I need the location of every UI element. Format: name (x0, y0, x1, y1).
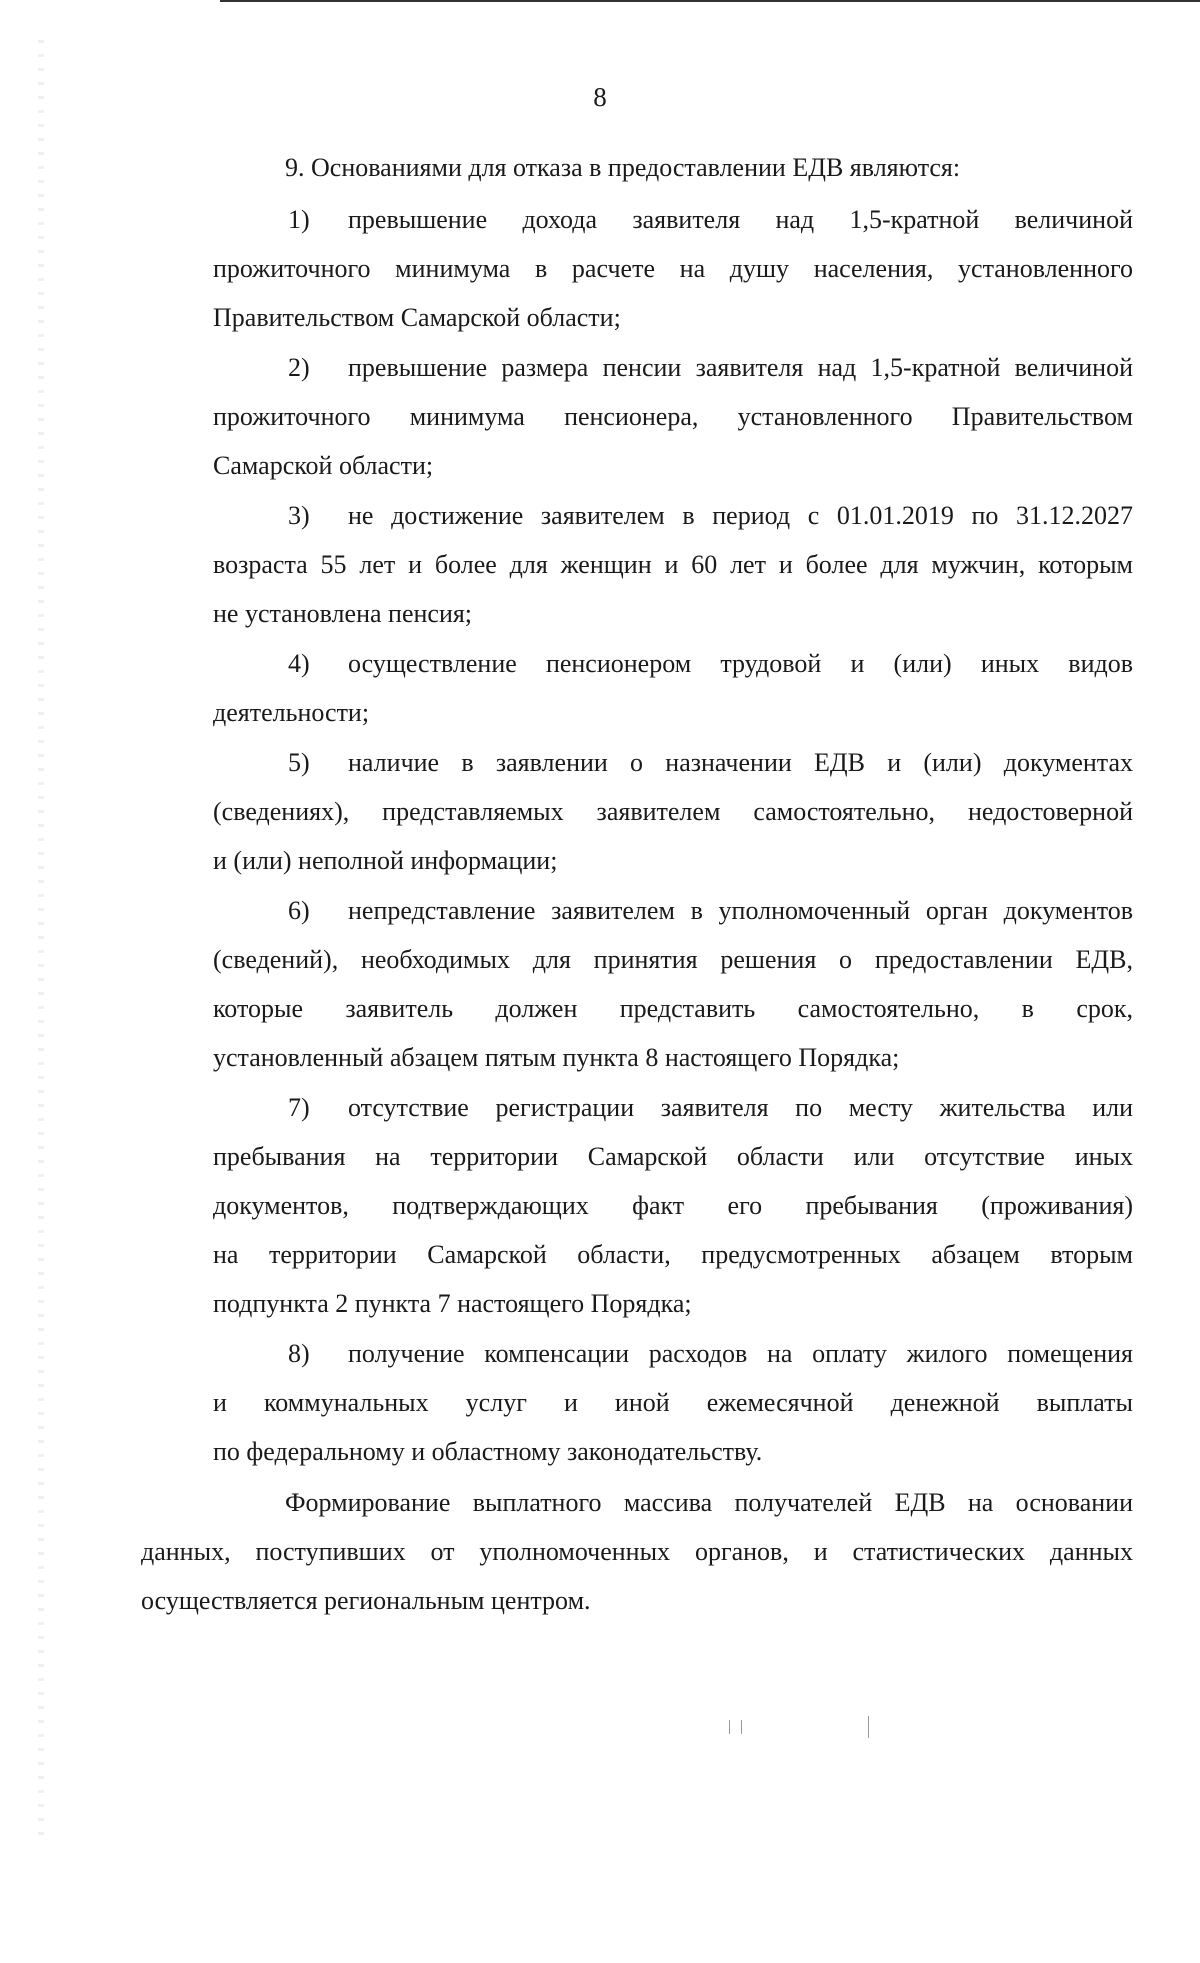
scan-margin-marks (38, 40, 44, 1840)
list-item-line: деятельности; (213, 698, 370, 727)
list-item-first-line (213, 639, 1133, 688)
list-item-text: отсутствие регистрации заявителя по месту жительства или (348, 1093, 1133, 1122)
list-item-first-line (213, 491, 1133, 540)
list-item-number: 6) (288, 896, 310, 925)
list-item-line: и (или) неполной информации; (213, 846, 558, 875)
list-item-number: 8) (288, 1339, 310, 1368)
final-line: Формирование выплатного массива получателей ЕДВ на основании (285, 1488, 1133, 1517)
list-item-number: 1) (288, 205, 310, 234)
list-item-first-line (213, 738, 1133, 787)
list-item (213, 738, 1133, 885)
final-line: данных, поступивших от уполномоченных органов, и статистических данных (141, 1537, 1133, 1566)
list-item-first-line (213, 343, 1133, 392)
page-number: 8 (593, 82, 607, 112)
list-item-first-line (213, 1329, 1133, 1378)
list-item-first-line (213, 886, 1133, 935)
list-item-first-line (213, 1083, 1133, 1132)
document-body (141, 143, 1133, 1625)
list-item-line: прожиточного минимума в расчете на душу населения, установленного (213, 254, 1133, 283)
list-item-line: на территории Самарской области, предусмотренных абзацем вторым (213, 1240, 1133, 1269)
list-item-line: которые заявитель должен представить самостоятельно, в срок, (213, 994, 1133, 1023)
list-item-text: наличие в заявлении о назначении ЕДВ и (или) документах (348, 748, 1133, 777)
list-item-number: 3) (288, 501, 310, 530)
list-item-line: не установлена пенсия; (213, 599, 473, 628)
list-item (213, 195, 1133, 342)
list-item-line: прожиточного минимума пенсионера, установленного Правительством (213, 402, 1133, 431)
list-item-number: 2) (288, 353, 310, 382)
list-item-text: непредставление заявителем в уполномоченный орган документов (348, 896, 1133, 925)
list-item-line: Самарской области; (213, 451, 434, 480)
list-item-line: возраста 55 лет и более для женщин и 60 лет и более для мужчин, которым (213, 550, 1133, 579)
list-item-line: пребывания на территории Самарской области или отсутствие иных (213, 1142, 1133, 1171)
scan-mark (729, 1720, 730, 1734)
list-item-line: Правительством Самарской области; (213, 303, 621, 332)
list-item (213, 639, 1133, 737)
list-item (213, 886, 1133, 1082)
list-item-line: (сведений), необходимых для принятия решения о предоставлении ЕДВ, (213, 945, 1133, 974)
list-item-number: 4) (288, 649, 310, 678)
list-item-line: установленный абзацем пятым пункта 8 настоящего Порядка; (213, 1043, 900, 1072)
list-item (213, 343, 1133, 490)
top-border-line (220, 0, 1200, 2)
section-heading: 9. Основаниями для отказа в предоставлении ЕДВ являются: (285, 153, 961, 182)
list-item-line: по федеральному и областному законодательству. (213, 1437, 763, 1466)
list-item-text: не достижение заявителем в период с 01.01.2019 по 31.12.2027 (348, 501, 1133, 530)
scan-mark (868, 1716, 869, 1738)
scan-mark (741, 1720, 742, 1734)
list-item-line: и коммунальных услуг и иной ежемесячной денежной выплаты (213, 1388, 1133, 1417)
list-item-text: осуществление пенсионером трудовой и (или) иных видов (348, 649, 1133, 678)
final-paragraph (141, 1478, 1133, 1625)
reasons-list (213, 195, 1133, 1476)
list-item-number: 5) (288, 748, 310, 777)
list-item-text: превышение дохода заявителя над 1,5-кратной величиной (348, 205, 1133, 234)
list-item-text: получение компенсации расходов на оплату жилого помещения (348, 1339, 1133, 1368)
list-item (213, 1083, 1133, 1328)
list-item-number: 7) (288, 1093, 310, 1122)
list-item-text: превышение размера пенсии заявителя над 1,5-кратной величиной (348, 353, 1133, 382)
list-item-first-line (213, 195, 1133, 244)
list-item (213, 1329, 1133, 1476)
list-item-line: подпункта 2 пункта 7 настоящего Порядка; (213, 1289, 692, 1318)
list-item-line: документов, подтверждающих факт его пребывания (проживания) (213, 1191, 1133, 1220)
list-item (213, 491, 1133, 638)
final-line: осуществляется региональным центром. (141, 1586, 591, 1615)
list-item-line: (сведениях), представляемых заявителем самостоятельно, недостоверной (213, 797, 1133, 826)
